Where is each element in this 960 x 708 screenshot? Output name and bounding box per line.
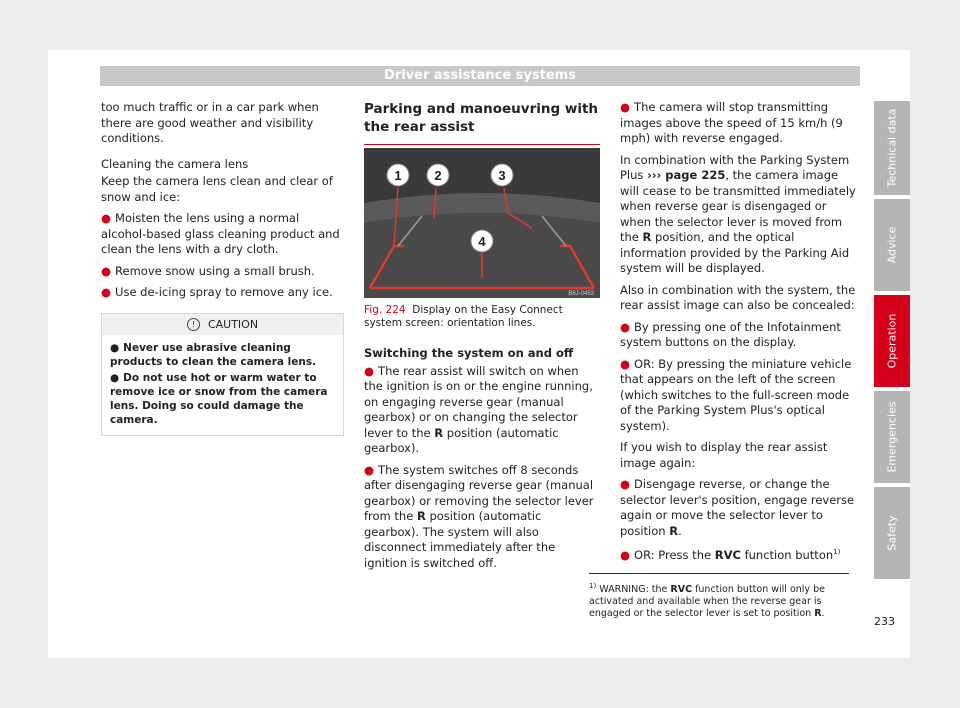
list-item: ● The camera will stop transmitting images above the speed of 15 km/h (9 mph) with reverse engaged. bbox=[620, 100, 843, 145]
footnote: $^{1)}$ WARNING: the RVC function button will only be activated and available when the reverse gear is engaged or the selector lever is set to position R. bbox=[589, 573, 849, 620]
bullet-icon: ● bbox=[364, 363, 375, 378]
tab-emergencies[interactable]: Emergencies bbox=[874, 391, 910, 483]
bullet-icon: ● bbox=[620, 319, 631, 334]
page-link[interactable]: ››› page 225 bbox=[647, 168, 726, 182]
paragraph: Also in combination with the system, the rear assist image can also be concealed: bbox=[620, 282, 856, 312]
callout-label-2: 2 bbox=[434, 168, 442, 183]
bullet-icon: ● bbox=[101, 211, 112, 225]
callout-label-4: 4 bbox=[478, 234, 486, 249]
figure-code: B6J-0453 bbox=[568, 291, 594, 297]
side-tabs bbox=[874, 101, 910, 583]
bullet-icon: ● bbox=[620, 356, 631, 371]
camera-view-illustration bbox=[364, 148, 600, 298]
bullet-icon: ● bbox=[620, 547, 631, 562]
caution-label: CAUTION bbox=[207, 317, 259, 331]
cleaning-heading: Cleaning the camera lens bbox=[101, 156, 249, 171]
tab-operation[interactable]: Operation bbox=[874, 295, 910, 387]
column-2-body bbox=[364, 304, 600, 577]
list-item: ● OR: By pressing the miniature vehicle that appears on the left of the screen (which switches to the full-screen mode of the Parking System Plus's optical system). bbox=[620, 356, 852, 433]
list-item: ● Moisten the lens using a normal alcohol-based glass cleaning product and clean the lens with a dry cloth. bbox=[101, 211, 340, 256]
footnote-mark: 1) bbox=[833, 548, 841, 556]
paragraph: In combination with the Parking System Plus ››› page 225, the camera image will cease to be transmitted immediately when reverse gear is disengaged or when the selector lever is moved from the R position, and the optical information provided by the Parking Aid system will be displayed. bbox=[620, 152, 856, 275]
caution-icon: ! bbox=[187, 318, 200, 331]
bullet-icon: ● bbox=[110, 342, 120, 354]
list-item: ● Use de-icing spray to remove any ice. bbox=[101, 285, 333, 299]
cleaning-text: Keep the camera lens clean and clear of snow and ice: bbox=[101, 174, 333, 204]
list-item: ● The rear assist will switch on when the ignition is on or the engine running, on engaging reverse gear (manual gearbox) or on changing the selector lever to the R position (automatic gearbox). bbox=[364, 363, 593, 455]
caution-header bbox=[102, 314, 343, 336]
column-1 bbox=[101, 100, 344, 436]
paragraph: If you wish to display the rear assist image again: bbox=[620, 440, 828, 470]
bullet-icon: ● bbox=[110, 372, 120, 384]
page-number: 233 bbox=[874, 615, 895, 628]
list-item: ● Do not use hot or warm water to remove ice or snow from the camera lens. Doing so could damage the camera. bbox=[110, 372, 328, 426]
callout-label-1: 1 bbox=[394, 168, 402, 183]
column-3 bbox=[620, 100, 858, 569]
list-item: ● Disengage reverse, or change the selector lever's position, engage reverse again or move the selector lever to position R. bbox=[620, 477, 855, 538]
section-title: Parking and manoeuvring with the rear assist bbox=[364, 100, 600, 145]
figure-caption: Fig. 224 Display on the Easy Connect system screen: orientation lines. bbox=[364, 304, 563, 329]
bullet-icon: ● bbox=[364, 462, 375, 477]
list-item: ● Never use abrasive cleaning products to clean the camera lens. bbox=[110, 342, 317, 368]
tab-advice[interactable]: Advice bbox=[874, 199, 910, 291]
caution-body bbox=[102, 335, 343, 435]
tab-technical-data[interactable]: Technical data bbox=[874, 101, 910, 195]
page-header: Driver assistance systems bbox=[100, 66, 860, 86]
list-item: ● By pressing one of the Infotainment system buttons on the display. bbox=[620, 319, 841, 349]
figure-number: Fig. 224 bbox=[364, 304, 406, 316]
tab-safety[interactable]: Safety bbox=[874, 487, 910, 579]
column-2 bbox=[364, 100, 600, 145]
list-item: ● Remove snow using a small brush. bbox=[101, 263, 315, 278]
bullet-icon: ● bbox=[620, 100, 631, 114]
figure-camera-display bbox=[364, 148, 600, 298]
bullet-icon: ● bbox=[101, 263, 112, 278]
caution-box bbox=[101, 313, 344, 437]
list-item: ● OR: Press the RVC function button$^{1)}$ bbox=[620, 547, 841, 562]
callout-label-3: 3 bbox=[498, 168, 506, 183]
switching-heading: Switching the system on and off bbox=[364, 346, 574, 360]
bullet-icon: ● bbox=[101, 285, 112, 299]
bullet-icon: ● bbox=[620, 477, 631, 491]
list-item: ● The system switches off 8 seconds after disengaging reverse gear (manual gearbox) or removing the selector lever from the R position (automatic gearbox). The system will also disconnect immediately after the ignition is switched off. bbox=[364, 462, 594, 570]
intro-text: too much traffic or in a car park when there are good weather and visibility conditions. bbox=[101, 100, 319, 145]
